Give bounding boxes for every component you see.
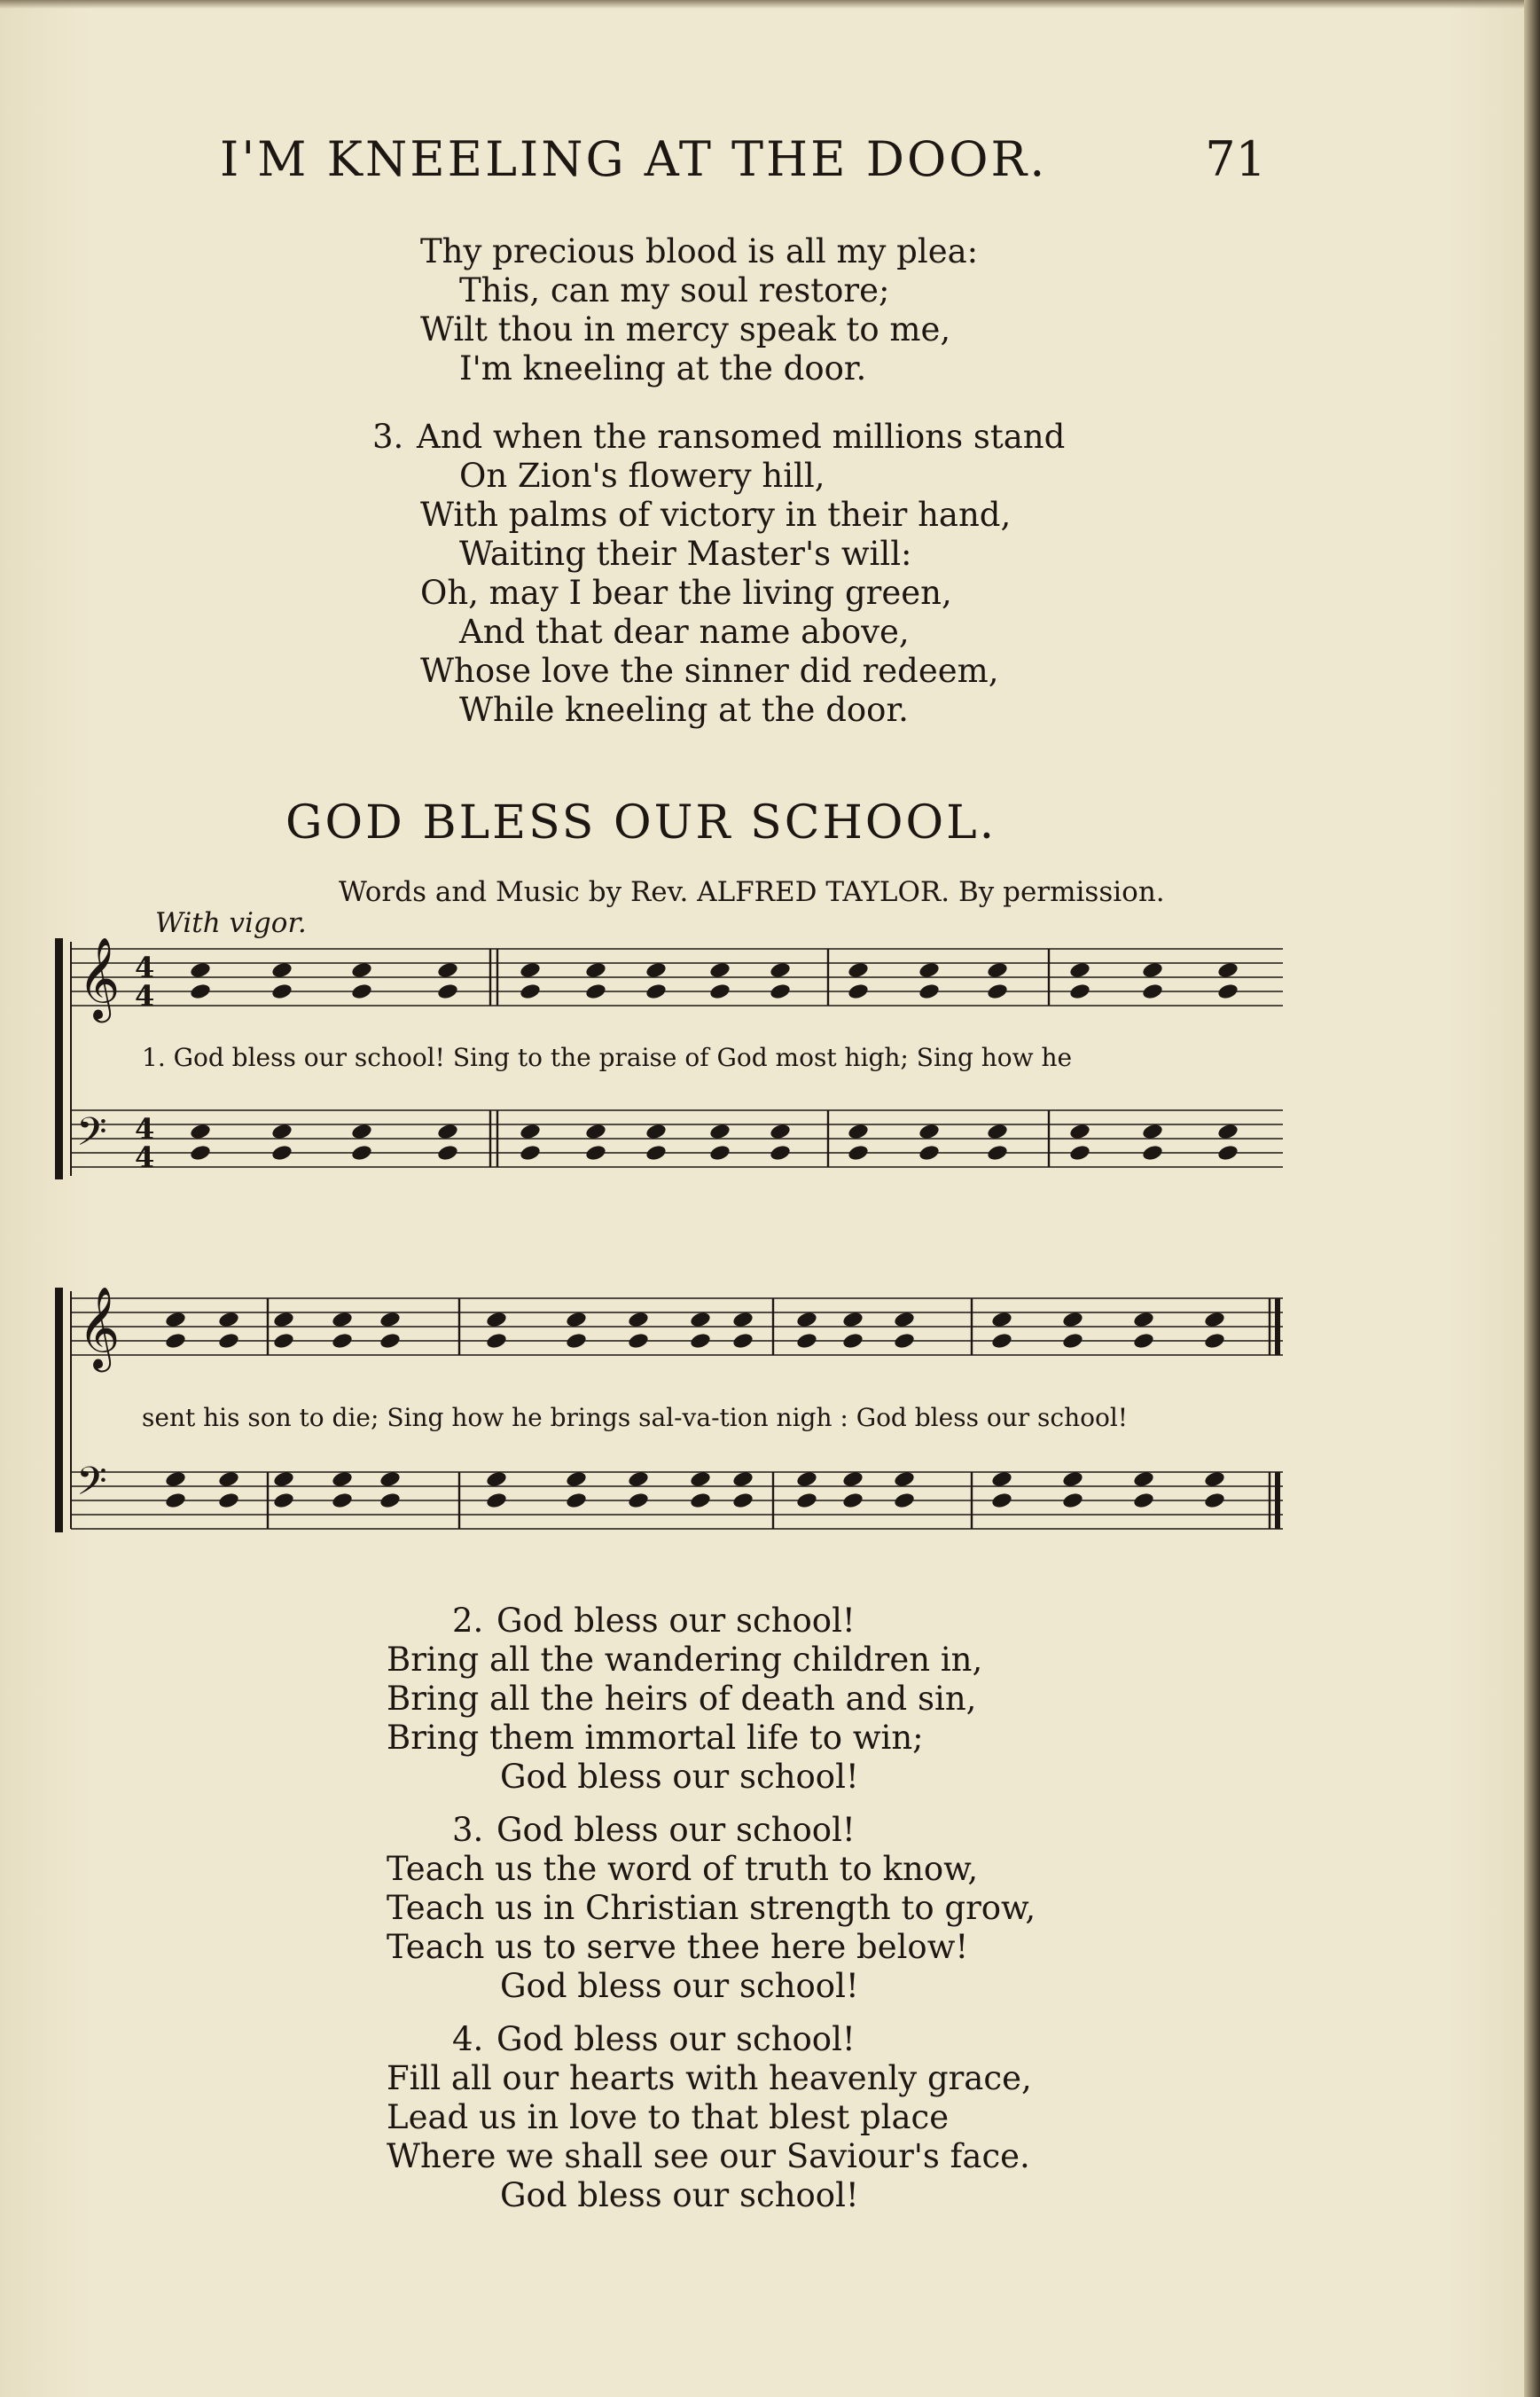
- note-head: [436, 983, 458, 1001]
- note-head: [769, 1123, 791, 1141]
- system-brace: [55, 938, 63, 1179]
- note-head: [847, 1123, 869, 1141]
- note-head: [1203, 1492, 1225, 1510]
- stanza-number: 3.: [452, 1811, 484, 1849]
- note-head: [689, 1311, 711, 1329]
- note-head: [847, 983, 869, 1001]
- verse-number: 3.: [372, 418, 404, 456]
- note-head: [990, 1470, 1012, 1489]
- note-head: [918, 1123, 940, 1141]
- note-head: [217, 1311, 239, 1329]
- tempo-marking: With vigor.: [155, 907, 307, 939]
- note-head: [708, 983, 731, 1001]
- treble-clef-icon: 𝄞: [78, 1286, 121, 1368]
- note-head: [986, 961, 1008, 980]
- note-head: [918, 1144, 940, 1163]
- note-head: [1132, 1332, 1154, 1351]
- note-head: [485, 1470, 507, 1489]
- note-head: [1061, 1332, 1083, 1351]
- note-head: [627, 1332, 649, 1351]
- note-head: [1132, 1311, 1154, 1329]
- note-head: [841, 1332, 864, 1351]
- note-head: [893, 1470, 915, 1489]
- treble-staff-2: [71, 1298, 1283, 1355]
- note-head: [1203, 1332, 1225, 1351]
- note-head: [272, 1492, 294, 1510]
- note-head: [841, 1492, 864, 1510]
- note-head: [627, 1470, 649, 1489]
- bass-clef-icon: 𝄢: [76, 1108, 107, 1164]
- stanza-line: Teach us in Christian strength to grow,: [387, 1889, 1036, 1927]
- note-head: [350, 1123, 372, 1141]
- stanza-line: Lead us in love to that blest place: [387, 2098, 950, 2136]
- note-head: [270, 1144, 293, 1163]
- note-head: [379, 1311, 401, 1329]
- time-signature: 4: [135, 951, 155, 984]
- final-barline: [1275, 1472, 1280, 1529]
- note-head: [164, 1492, 186, 1510]
- verse-line: And that dear name above,: [459, 613, 910, 651]
- note-head: [769, 983, 791, 1001]
- stanza-line: Bring all the heirs of death and sin,: [387, 1680, 977, 1718]
- final-barline: [1275, 1298, 1280, 1355]
- bass-clef-icon: 𝄢: [76, 1458, 107, 1514]
- stanza-line: Where we shall see our Saviour's face.: [387, 2137, 1030, 2175]
- note-head: [331, 1332, 353, 1351]
- note-head: [519, 961, 541, 980]
- note-head: [164, 1470, 186, 1489]
- note-head: [350, 961, 372, 980]
- stanza-line: Bring them immortal life to win;: [387, 1719, 924, 1757]
- note-head: [689, 1332, 711, 1351]
- note-head: [379, 1470, 401, 1489]
- note-head: [164, 1332, 186, 1351]
- verse-line: Wilt thou in mercy speak to me,: [420, 310, 951, 349]
- verse-line: Thy precious blood is all my plea:: [420, 232, 979, 270]
- note-head: [270, 961, 293, 980]
- note-head: [565, 1492, 587, 1510]
- note-head: [436, 961, 458, 980]
- note-head: [164, 1311, 186, 1329]
- stanza-last-line: God bless our school!: [500, 1758, 859, 1796]
- note-head: [584, 1144, 606, 1163]
- note-head: [645, 961, 667, 980]
- note-head: [1203, 1470, 1225, 1489]
- stanza-number: 4.: [452, 2020, 484, 2058]
- running-title: I'M KNEELING AT THE DOOR.: [220, 131, 1048, 187]
- note-head: [769, 961, 791, 980]
- note-head: [217, 1492, 239, 1510]
- note-head: [731, 1470, 754, 1489]
- note-head: [1141, 983, 1163, 1001]
- note-head: [1141, 1123, 1163, 1141]
- note-head: [1061, 1311, 1083, 1329]
- note-head: [436, 1123, 458, 1141]
- note-head: [847, 1144, 869, 1163]
- song-credit: Words and Music by Rev. ALFRED TAYLOR. By permission.: [339, 876, 1165, 908]
- note-head: [519, 1123, 541, 1141]
- time-signature: 4: [135, 1140, 155, 1174]
- stanza-line: Teach us to serve thee here below!: [387, 1928, 969, 1966]
- lyrics-line-2: sent his son to die; Sing how he brings sal-va-tion nigh : God bless our school!: [142, 1403, 1129, 1432]
- note-head: [841, 1470, 864, 1489]
- note-head: [1061, 1470, 1083, 1489]
- note-head: [1216, 1123, 1239, 1141]
- note-head: [731, 1311, 754, 1329]
- note-head: [645, 1144, 667, 1163]
- note-head: [584, 1123, 606, 1141]
- verse-line: On Zion's flowery hill,: [459, 457, 825, 495]
- note-head: [893, 1332, 915, 1351]
- note-head: [485, 1492, 507, 1510]
- note-head: [708, 1123, 731, 1141]
- note-head: [1203, 1311, 1225, 1329]
- stanza-last-line: God bless our school!: [500, 2176, 859, 2214]
- note-head: [565, 1311, 587, 1329]
- note-head: [893, 1492, 915, 1510]
- note-head: [1068, 1123, 1091, 1141]
- note-head: [565, 1332, 587, 1351]
- note-head: [1132, 1492, 1154, 1510]
- note-head: [918, 961, 940, 980]
- note-head: [1141, 961, 1163, 980]
- lyrics-line-1: 1. God bless our school! Sing to the praise of God most high; Sing how he: [142, 1043, 1073, 1072]
- note-head: [270, 983, 293, 1001]
- note-head: [331, 1492, 353, 1510]
- note-head: [708, 961, 731, 980]
- system-brace: [55, 1288, 63, 1532]
- note-head: [731, 1332, 754, 1351]
- note-head: [272, 1470, 294, 1489]
- note-head: [272, 1332, 294, 1351]
- note-head: [689, 1492, 711, 1510]
- note-head: [270, 1123, 293, 1141]
- note-head: [217, 1470, 239, 1489]
- note-head: [331, 1311, 353, 1329]
- note-head: [731, 1492, 754, 1510]
- note-head: [986, 1144, 1008, 1163]
- hymn1-verse-3: [372, 418, 1065, 730]
- note-head: [519, 983, 541, 1001]
- note-head: [795, 1311, 817, 1329]
- note-head: [1068, 1144, 1091, 1163]
- page-top-shadow: [0, 0, 1540, 9]
- stanza-first-line: God bless our school!: [496, 1811, 856, 1849]
- note-head: [584, 961, 606, 980]
- note-head: [986, 983, 1008, 1001]
- stanza-line: Teach us the word of truth to know,: [387, 1850, 979, 1888]
- verse-line: This, can my soul restore;: [459, 271, 890, 309]
- time-signature: 4: [135, 1112, 155, 1146]
- note-head: [379, 1492, 401, 1510]
- stanza-2: [387, 1602, 982, 1797]
- note-head: [689, 1470, 711, 1489]
- note-head: [990, 1311, 1012, 1329]
- note-head: [795, 1470, 817, 1489]
- verse-line: While kneeling at the door.: [459, 691, 909, 729]
- note-head: [1216, 961, 1239, 980]
- note-head: [769, 1144, 791, 1163]
- note-head: [379, 1332, 401, 1351]
- note-head: [1216, 983, 1239, 1001]
- note-head: [795, 1492, 817, 1510]
- verse-line: I'm kneeling at the door.: [459, 349, 867, 388]
- note-head: [841, 1311, 864, 1329]
- note-head: [189, 961, 211, 980]
- note-head: [990, 1492, 1012, 1510]
- note-head: [645, 983, 667, 1001]
- note-head: [627, 1311, 649, 1329]
- stanza-number: 2.: [452, 1602, 484, 1640]
- note-head: [1068, 961, 1091, 980]
- note-head: [1061, 1492, 1083, 1510]
- note-head: [1216, 1144, 1239, 1163]
- note-head: [1132, 1470, 1154, 1489]
- note-head: [893, 1311, 915, 1329]
- note-head: [645, 1123, 667, 1141]
- note-head: [436, 1144, 458, 1163]
- stanza-line: Bring all the wandering children in,: [387, 1641, 983, 1679]
- note-head: [331, 1470, 353, 1489]
- treble-clef-icon: 𝄞: [78, 936, 121, 1019]
- note-head: [485, 1311, 507, 1329]
- stanza-4: [387, 2020, 1032, 2215]
- time-signature: 4: [135, 979, 155, 1013]
- verse-line: And when the ransomed millions stand: [417, 418, 1066, 456]
- verse-line: Whose love the sinner did redeem,: [420, 652, 999, 690]
- note-head: [1068, 983, 1091, 1001]
- note-head: [189, 983, 211, 1001]
- note-head: [627, 1492, 649, 1510]
- note-head: [986, 1123, 1008, 1141]
- verse-line: Oh, may I bear the living green,: [420, 574, 952, 612]
- stanza-first-line: God bless our school!: [496, 1602, 856, 1640]
- note-head: [189, 1123, 211, 1141]
- note-head: [584, 983, 606, 1001]
- note-head: [272, 1311, 294, 1329]
- stanza-3: [387, 1811, 1036, 2006]
- page-number: 71: [1205, 131, 1266, 187]
- stanza-first-line: God bless our school!: [496, 2020, 856, 2058]
- page-edge-shadow: [1524, 0, 1540, 2397]
- verse-line: With palms of victory in their hand,: [420, 496, 1012, 534]
- note-head: [485, 1332, 507, 1351]
- note-head: [1141, 1144, 1163, 1163]
- note-head: [519, 1144, 541, 1163]
- running-head: [220, 131, 1266, 193]
- note-head: [350, 1144, 372, 1163]
- stanza-last-line: God bless our school!: [500, 1967, 859, 2005]
- bass-staff-1: [71, 1110, 1283, 1167]
- treble-staff-1: [71, 949, 1283, 1006]
- hymn1-continuation: [420, 232, 978, 388]
- note-head: [189, 1144, 211, 1163]
- bass-staff-2: [71, 1472, 1283, 1529]
- note-head: [708, 1144, 731, 1163]
- song-title: GOD BLESS OUR SCHOOL.: [285, 796, 997, 850]
- note-head: [795, 1332, 817, 1351]
- note-head: [847, 961, 869, 980]
- stanza-line: Fill all our hearts with heavenly grace,: [387, 2059, 1032, 2097]
- note-head: [918, 983, 940, 1001]
- note-head: [990, 1332, 1012, 1351]
- note-head: [565, 1470, 587, 1489]
- note-head: [217, 1332, 239, 1351]
- verse-line: Waiting their Master's will:: [459, 535, 912, 573]
- note-head: [350, 983, 372, 1001]
